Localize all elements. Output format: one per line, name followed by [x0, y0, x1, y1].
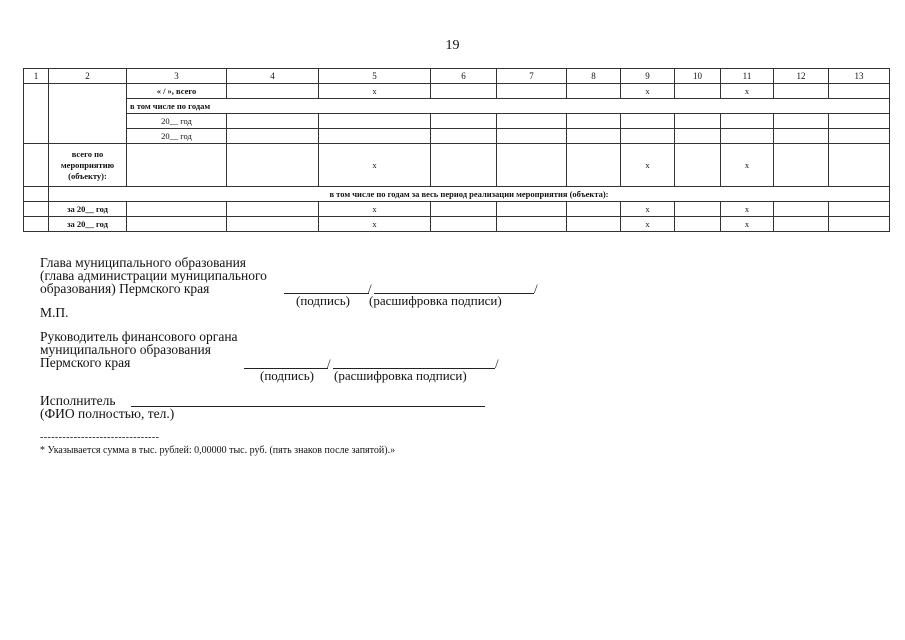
- table-cell: [49, 84, 127, 144]
- table-cell: [829, 114, 890, 129]
- table-cell: [774, 202, 829, 217]
- table-cell: [127, 202, 227, 217]
- table-cell: [227, 144, 319, 187]
- column-header: 6: [431, 69, 497, 84]
- table-cell: [675, 217, 721, 232]
- column-header: 11: [721, 69, 774, 84]
- table-cell: [567, 217, 621, 232]
- report-table: [23, 68, 890, 232]
- finance-decode-caption: (расшифровка подписи): [334, 368, 467, 383]
- column-header: 12: [774, 69, 829, 84]
- column-header: 4: [227, 69, 319, 84]
- table-cell: [774, 114, 829, 129]
- table-cell: [24, 84, 49, 144]
- table-cell: [774, 217, 829, 232]
- table-cell: [621, 129, 675, 144]
- column-header: 1: [24, 69, 49, 84]
- column-header: 5: [319, 69, 431, 84]
- finance-slash: /: [495, 356, 499, 371]
- x-mark: х: [319, 217, 431, 232]
- table-cell: [431, 129, 497, 144]
- x-mark: х: [319, 84, 431, 99]
- table-cell: [227, 114, 319, 129]
- table-cell: [675, 114, 721, 129]
- event-total-label: всего по мероприятию (объекту):: [49, 144, 127, 187]
- table-cell: [497, 144, 567, 187]
- table-cell: [497, 84, 567, 99]
- head-slash: /: [534, 281, 538, 296]
- table-cell: [431, 144, 497, 187]
- table-cell: [227, 84, 319, 99]
- table-cell: [431, 202, 497, 217]
- table-row: [24, 129, 890, 144]
- column-header: 13: [829, 69, 890, 84]
- table-cell: [675, 144, 721, 187]
- table-cell: [774, 84, 829, 99]
- year-label: 20__ год: [127, 114, 227, 129]
- column-header: 9: [621, 69, 675, 84]
- table-cell: [24, 187, 49, 202]
- table-cell: [567, 129, 621, 144]
- table-cell: [829, 84, 890, 99]
- page-number: 19: [445, 38, 460, 53]
- head-title-line: Глава муниципального образования: [40, 255, 247, 270]
- table-cell: [675, 129, 721, 144]
- table-cell: [567, 114, 621, 129]
- by-years-label: в том числе по годам: [127, 99, 890, 114]
- x-mark: х: [621, 144, 675, 187]
- finance-title-line: муниципального образования: [40, 342, 211, 357]
- table-cell: [431, 84, 497, 99]
- finance-title-line: Пермского края: [40, 355, 131, 370]
- table-cell: [24, 217, 49, 232]
- table-cell: [497, 129, 567, 144]
- head-slash: /: [368, 281, 372, 296]
- table-cell: [567, 84, 621, 99]
- finance-signature-block: [40, 330, 238, 369]
- table-cell: [774, 144, 829, 187]
- table-cell: [621, 114, 675, 129]
- table-cell: [127, 144, 227, 187]
- table-row: [24, 217, 890, 232]
- x-mark: х: [621, 202, 675, 217]
- head-title-line: образования) Пермского края: [40, 281, 210, 296]
- table-cell: [227, 129, 319, 144]
- finance-slash: /: [327, 356, 331, 371]
- table-cell: [829, 144, 890, 187]
- footnote-text: * Указывается сумма в тыс. рублей: 0,00000 тыс. руб. (пять знаков после запятой).»: [40, 445, 396, 456]
- x-mark: х: [721, 84, 774, 99]
- table-cell: [227, 217, 319, 232]
- table-cell: [431, 217, 497, 232]
- table-cell: [721, 114, 774, 129]
- x-mark: х: [319, 144, 431, 187]
- x-mark: х: [621, 217, 675, 232]
- table-cell: [829, 217, 890, 232]
- table-cell: [431, 114, 497, 129]
- table-row: [24, 144, 890, 187]
- year-row-label: за 20__ год: [49, 202, 127, 217]
- x-mark: х: [721, 217, 774, 232]
- table-cell: [829, 129, 890, 144]
- year-row-label: за 20__ год: [49, 217, 127, 232]
- table-row: [24, 202, 890, 217]
- finance-sign-caption: (подпись): [260, 368, 314, 383]
- table-cell: [319, 129, 431, 144]
- table-row: [24, 114, 890, 129]
- footnote-separator: --------------------------------: [40, 432, 160, 443]
- finance-title-line: Руководитель финансового органа: [40, 329, 238, 344]
- table-header-row: [24, 69, 890, 84]
- column-header: 8: [567, 69, 621, 84]
- table-cell: [675, 84, 721, 99]
- table-cell: [319, 114, 431, 129]
- table-cell: [497, 217, 567, 232]
- table-cell: [24, 144, 49, 187]
- table-row: [24, 99, 890, 114]
- table-row: [24, 84, 890, 99]
- table-cell: [24, 202, 49, 217]
- x-mark: х: [721, 202, 774, 217]
- stamp-place-label: М.П.: [40, 305, 69, 320]
- executor-caption: (ФИО полностью, тел.): [40, 406, 175, 421]
- table-cell: [774, 129, 829, 144]
- table-cell: [127, 217, 227, 232]
- table-cell: [497, 202, 567, 217]
- table-row: [24, 187, 890, 202]
- table-cell: [675, 202, 721, 217]
- head-title-line: (глава администрации муниципального: [40, 268, 267, 283]
- column-header: 2: [49, 69, 127, 84]
- table-cell: [497, 114, 567, 129]
- head-decode-caption: (расшифровка подписи): [369, 293, 502, 308]
- column-header: 10: [675, 69, 721, 84]
- table-cell: [567, 144, 621, 187]
- head-sign-caption: (подпись): [296, 293, 350, 308]
- year-label: 20__ год: [127, 129, 227, 144]
- column-header: 7: [497, 69, 567, 84]
- row-total-label: « / », всего: [127, 84, 227, 99]
- table-cell: [227, 202, 319, 217]
- x-mark: х: [721, 144, 774, 187]
- executor-line: [131, 406, 485, 407]
- by-years-full-label: в том числе по годам за весь период реализации мероприятия (объекта):: [49, 187, 890, 202]
- table-cell: [829, 202, 890, 217]
- head-signature-block: [40, 256, 267, 295]
- table-cell: [721, 129, 774, 144]
- column-header: 3: [127, 69, 227, 84]
- executor-label: Исполнитель: [40, 393, 116, 408]
- table-cell: [567, 202, 621, 217]
- x-mark: х: [319, 202, 431, 217]
- x-mark: х: [621, 84, 675, 99]
